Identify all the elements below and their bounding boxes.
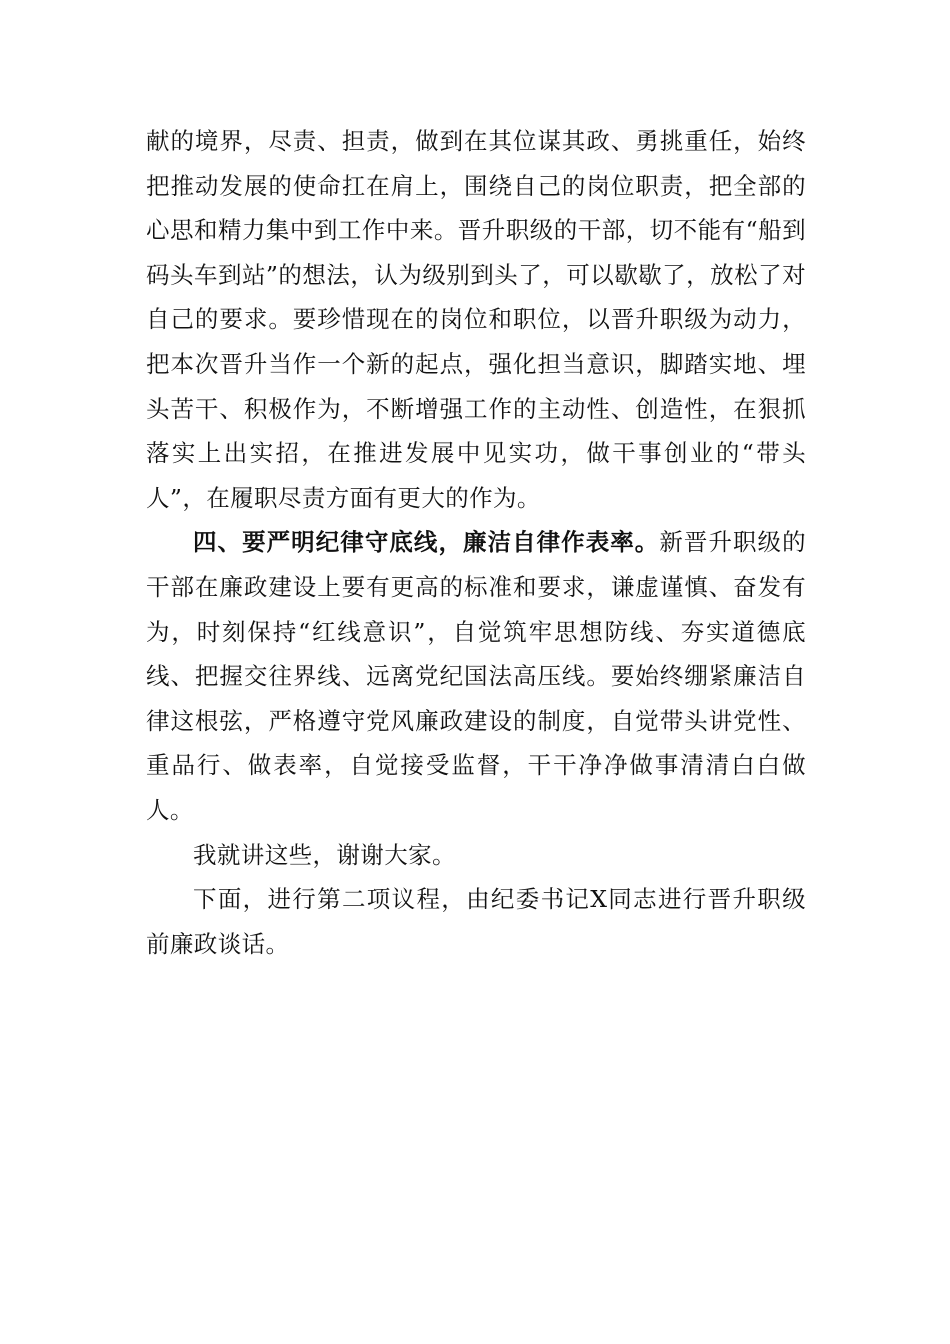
paragraph-closing: 我就讲这些，谢谢大家。: [193, 840, 456, 869]
section-4-heading: 四、要严明纪律守底线，廉洁自律作表率。: [193, 528, 660, 557]
paragraph-next-agenda: 下面，进行第二项议程，由纪委书记X同志进行晋升职级前廉政谈话。: [146, 885, 806, 958]
paragraph-continuation: 献的境界，尽责、担责，做到在其位谋其政、勇挑重任，始终把推动发展的使命扛在肩上，围绕自己的岗位职责，把全部的心思和精力集中到工作中来。晋升职级的干部，切不能有“船到码头车到站”的想法，认为级别到头了，可以歇歇了，放松了对自己的要求。要珍惜现在的岗位和职位，以晋升职级为动力，把本次晋升当作一个新的起点，强化担当意识，脚踏实地、埋头苦干、积极作为，不断增强工作的主动性、创造性，在狠抓落实上出实招，在推进发展中见实功，做干事创业的“带头人”，在履职尽责方面有更大的作为。: [146, 127, 806, 512]
section-4-body: 新晋升职级的干部在廉政建设上要有更高的标准和要求，谦虚谨慎、奋发有为，时刻保持“红线意识”，自觉筑牢思想防线、夯实道德底线、把握交往界线、远离党纪国法高压线。要始终绷紧廉洁自律这根弦，严格遵守党风廉政建设的制度，自觉带头讲党性、重品行、做表率，自觉接受监督，干干净净做事清清白白做人。: [146, 528, 806, 824]
document-body: [146, 119, 806, 966]
paragraph-section-4: [146, 520, 806, 832]
